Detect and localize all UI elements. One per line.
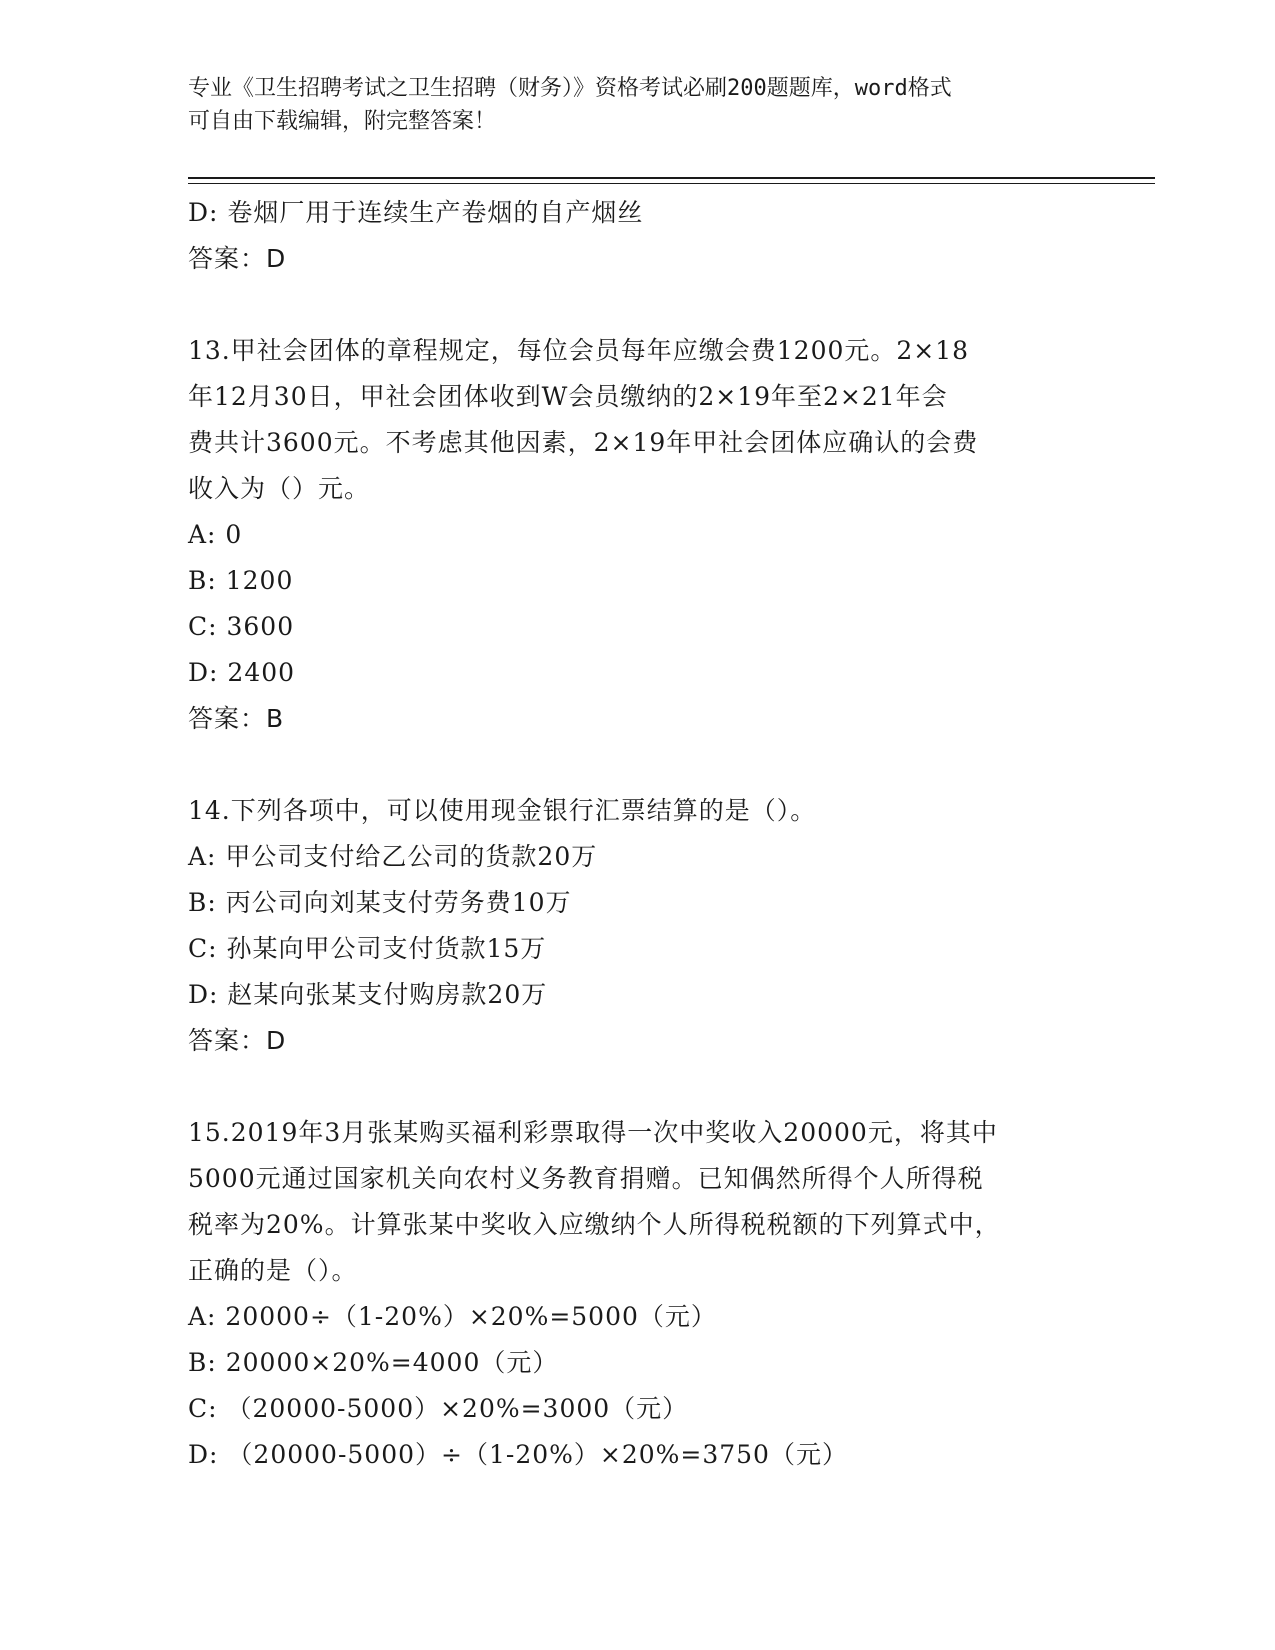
document-header bbox=[188, 72, 1068, 138]
question-13 bbox=[188, 328, 1088, 742]
q15-option-b: B: 20000×20%=4000（元） bbox=[188, 1348, 559, 1377]
q13-answer: 答案：B bbox=[188, 704, 285, 733]
q13-option-c: C: 3600 bbox=[188, 612, 295, 641]
header-line-1: 专业《卫生招聘考试之卫生招聘（财务）》资格考试必刷200题题库，word格式 bbox=[188, 76, 952, 101]
spacer bbox=[188, 742, 1088, 788]
q15-option-d: D: （20000-5000）÷（1-20%）×20%=3750（元） bbox=[188, 1440, 848, 1469]
q15-line-4: 正确的是（）。 bbox=[188, 1256, 358, 1285]
q14-option-d: D: 赵某向张某支付购房款20万 bbox=[188, 980, 548, 1009]
question-14 bbox=[188, 788, 1088, 1064]
header-divider-thin bbox=[188, 183, 1155, 184]
q15-line-3: 税率为20%。计算张某中奖收入应缴纳个人所得税税额的下列算式中， bbox=[188, 1210, 1001, 1239]
prev-option-d: D: 卷烟厂用于连续生产卷烟的自产烟丝 bbox=[188, 198, 644, 227]
q15-option-a: A: 20000÷（1-20%）×20%=5000（元） bbox=[188, 1302, 717, 1331]
q13-option-b: B: 1200 bbox=[188, 566, 294, 595]
q13-line-2: 年12月30日，甲社会团体收到W会员缴纳的2×19年至2×21年会 bbox=[188, 382, 948, 411]
spacer bbox=[188, 282, 1088, 328]
q15-line-2: 5000元通过国家机关向农村义务教育捐赠。已知偶然所得个人所得税 bbox=[188, 1164, 984, 1193]
q13-option-d: D: 2400 bbox=[188, 658, 296, 687]
question-content bbox=[188, 190, 1088, 1478]
question-15 bbox=[188, 1110, 1088, 1478]
q15-line-1: 15.2019年3月张某购买福利彩票取得一次中奖收入20000元，将其中 bbox=[188, 1118, 998, 1147]
prev-question-block bbox=[188, 190, 1088, 282]
header-line-2: 可自由下载编辑，附完整答案！ bbox=[188, 109, 497, 134]
header-divider-thick bbox=[188, 177, 1155, 179]
q15-option-c: C: （20000-5000）×20%=3000（元） bbox=[188, 1394, 689, 1423]
q13-line-1: 13.甲社会团体的章程规定，每位会员每年应缴会费1200元。2×18 bbox=[188, 336, 970, 365]
prev-answer: 答案：D bbox=[188, 244, 287, 273]
q13-line-4: 收入为（）元。 bbox=[188, 474, 371, 503]
q13-option-a: A: 0 bbox=[188, 520, 243, 549]
spacer bbox=[188, 1064, 1088, 1110]
q14-answer: 答案：D bbox=[188, 1026, 287, 1055]
q14-option-c: C: 孙某向甲公司支付货款15万 bbox=[188, 934, 547, 963]
q14-option-a: A: 甲公司支付给乙公司的货款20万 bbox=[188, 842, 598, 871]
q13-line-3: 费共计3600元。不考虑其他因素，2×19年甲社会团体应确认的会费 bbox=[188, 428, 979, 457]
q14-option-b: B: 丙公司向刘某支付劳务费10万 bbox=[188, 888, 572, 917]
q14-line-1: 14.下列各项中，可以使用现金银行汇票结算的是（）。 bbox=[188, 796, 817, 825]
